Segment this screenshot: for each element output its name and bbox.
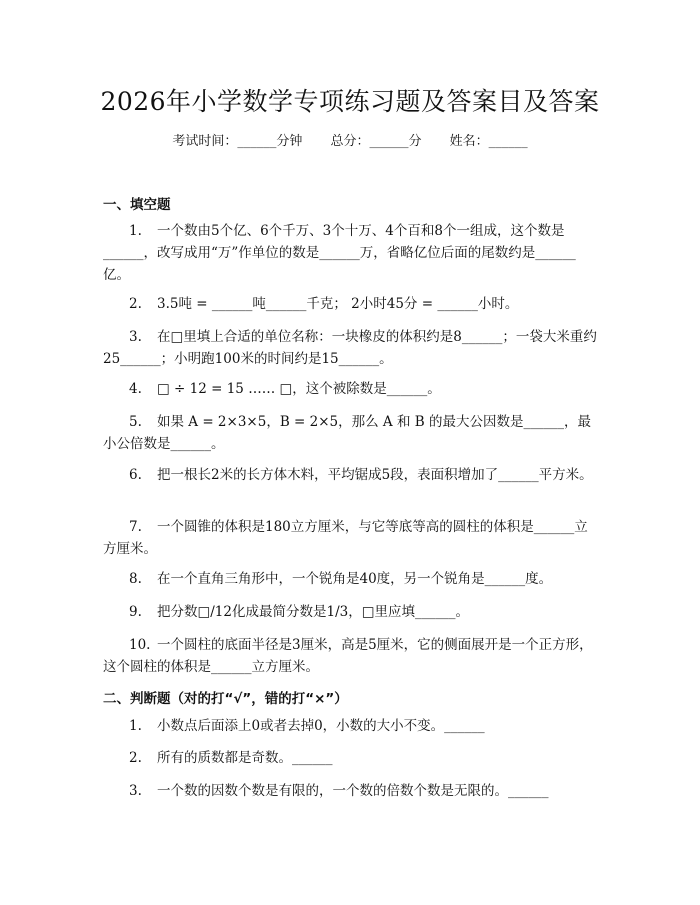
question-item: 9. 把分数□/12化成最简分数是1/3，□里应填______。 (129, 604, 469, 620)
exam-info (0, 130, 700, 149)
question-item: 4. □ ÷ 12 = 15 …… □，这个被除数是______。 (129, 381, 441, 397)
question-item: 3. 一个数的因数个数是有限的，一个数的倍数个数是无限的。______ (129, 783, 549, 799)
question-item: 3. 在□里填上合适的单位名称：一块橡皮的体积约是8______；一袋大米重约25______；小明跑100米的时间约是15______。 (103, 329, 597, 367)
question-item: 10. 一个圆柱的底面半径是3厘米，高是5厘米，它的侧面展开是一个正方形，这个圆柱的体积是______立方厘米。 (103, 637, 593, 675)
question-item: 2. 3.5吨 = ______吨______千克； 2小时45分 = ______小时。 (129, 296, 519, 312)
question-item: 2. 所有的质数都是奇数。______ (129, 750, 333, 766)
question-item: 5. 如果 A = 2×3×5，B = 2×5，那么 A 和 B 的最大公因数是______，最小公倍数是______。 (103, 414, 591, 452)
section-title-true-false: 二、判断题（对的打“√”，错的打“×”） (103, 691, 348, 707)
exam-score: 总分：______分 (330, 134, 422, 149)
student-name: 姓名：______ (449, 134, 528, 149)
page-title: 2026年小学数学专项练习题及答案目及答案 (100, 87, 600, 116)
exam-time: 考试时间：______分钟 (172, 134, 303, 149)
question-item: 1. 小数点后面添上0或者去掉0，小数的大小不变。______ (129, 718, 485, 734)
section-title-fill-blank: 一、填空题 (103, 197, 171, 213)
question-item: 6. 把一根长2米的长方体木料，平均锯成5段，表面积增加了______平方米。 (129, 467, 593, 483)
question-item: 1. 一个数由5个亿、6个千万、3个十万、4个百和8个一组成，这个数是______，改写成用“万”作单位的数是______万，省略亿位后面的尾数约是______亿。 (103, 223, 576, 283)
question-item: 8. 在一个直角三角形中，一个锐角是40度，另一个锐角是______度。 (129, 571, 553, 587)
question-item: 7. 一个圆锥的体积是180立方厘米，与它等底等高的圆柱的体积是______立方厘米。 (103, 519, 588, 557)
